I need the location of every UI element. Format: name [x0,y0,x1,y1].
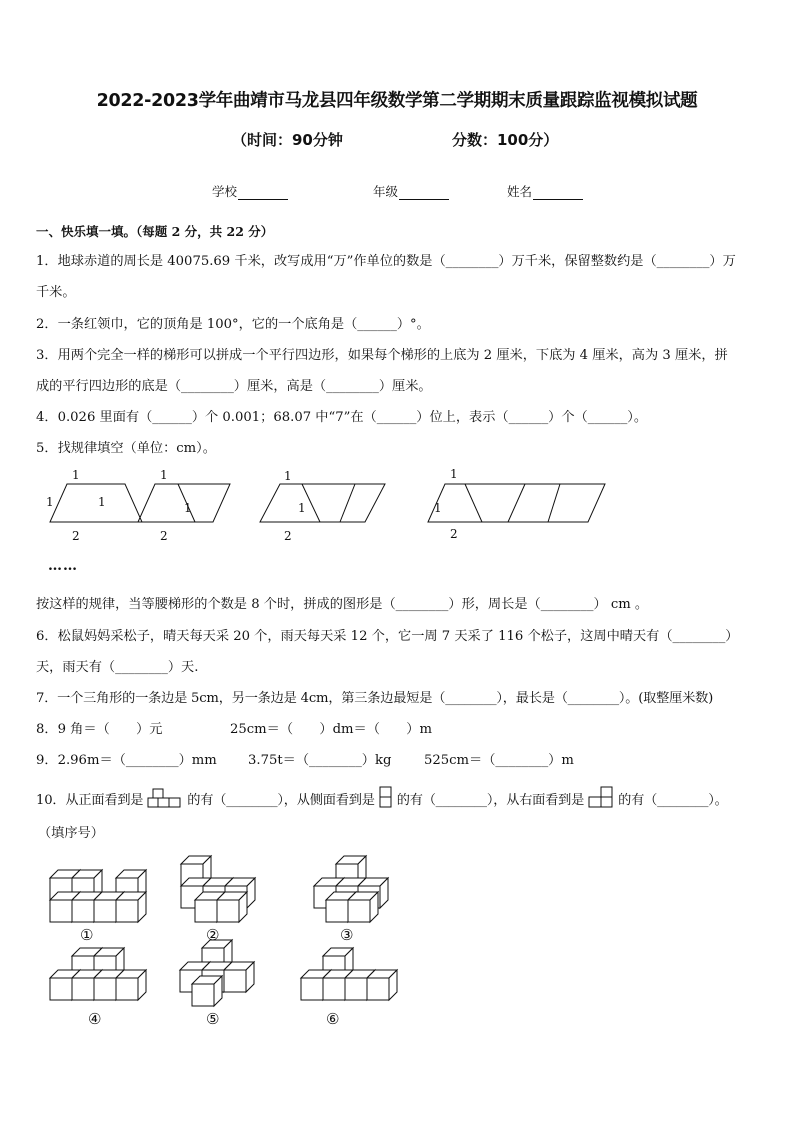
solid-label-4: ④ [88,1010,102,1028]
trapezoid-figure-1 [50,484,142,522]
question-6-line-1: 6．松鼠妈妈采松子，晴天每天采 20 个，雨天每天采 12 个，它一周 7 天采了 116 个松子，这周中晴天有（________） [36,629,739,644]
q10-part-b: 的有（________），从侧面看到是 [187,793,375,808]
solid-4 [50,948,146,1000]
side-view-icon [379,786,393,808]
school-label: 学校 [212,184,238,199]
name-blank[interactable] [533,186,583,200]
school-blank[interactable] [238,186,288,200]
fig4-left-label: 1 [434,501,442,515]
solid-6 [301,948,397,1000]
question-10-note: （填序号） [38,826,104,841]
grade-field [373,182,449,200]
q10-part-c: 的有（________），从右面看到是 [396,793,585,808]
solid-label-6: ⑥ [326,1010,340,1028]
page-title: 2022-2023学年曲靖市马龙县四年级数学第二学期期末质量跟踪监视模拟试题 [96,91,698,111]
question-6-line-2: 天，雨天有（________）天. [36,660,199,675]
grade-label: 年级 [373,184,399,199]
solid-label-1: ① [80,926,94,944]
question-9-b: 3.75t＝（________）kg [248,753,392,768]
question-7: 7．一个三角形的一条边是 5cm，另一条边是 4cm，第三条边最短是（________），最长是（________）。(取整厘米数) [36,691,714,706]
question-9-c: 525cm＝（________）m [424,753,574,768]
fig4-bottom-label: 2 [450,527,458,541]
fig1-top-label: 1 [72,468,80,482]
exam-time: （时间：90分钟 [232,131,343,149]
fig1-bottom-label: 2 [72,529,80,543]
front-view-icon [147,788,183,808]
question-4: 4．0.026 里面有（______）个 0.001；68.07 中“7”在（______）位上，表示（______）个（______）。 [36,410,648,425]
q5-trapezoid-figures [40,462,620,547]
fig3-bottom-label: 2 [284,529,292,543]
solid-label-5: ⑤ [206,1010,220,1028]
q10-part-a: 10．从正面看到是 [36,793,144,808]
question-9-a: 9．2.96m＝（________）mm [36,753,217,768]
question-8-a: 8．9 角＝（ ）元 [36,722,163,737]
solid-3 [314,856,388,922]
name-field [507,182,583,200]
grade-blank[interactable] [399,186,449,200]
question-3-line-2: 成的平行四边形的底是（________）厘米，高是（________）厘米。 [36,379,432,394]
q10-part-d: 的有（________）。 [618,793,728,808]
question-3-line-1: 3．用两个完全一样的梯形可以拼成一个平行四边形，如果每个梯形的上底为 2 厘米，下底为 4 厘米，高为 3 厘米，拼 [36,348,728,363]
fig2-bottom-label: 2 [160,529,168,543]
question-5-follow: 按这样的规律，当等腰梯形的个数是 8 个时，拼成的图形是（________）形，周长是（________） cm 。 [36,597,649,612]
right-view-icon [588,786,614,808]
fig3-mid-label: 1 [298,501,306,515]
fig1-right-label: 1 [98,495,106,509]
name-label: 姓名 [507,184,533,199]
solid-5 [180,940,254,1006]
solid-label-3: ③ [340,926,354,944]
exam-score: 分数：100分） [452,131,559,149]
fig2-mid-label: 1 [184,501,192,515]
fig1-left-label: 1 [46,495,54,509]
question-10 [36,786,728,808]
fig3-top-label: 1 [284,469,292,483]
fig2-top-label: 1 [160,468,168,482]
solid-label-2: ② [206,926,220,944]
trapezoid-figure-3 [260,484,385,522]
solid-2 [181,856,255,922]
solid-1 [50,870,146,922]
question-2: 2．一条红领巾，它的顶角是 100°，它的一个底角是（______）°。 [36,317,430,332]
question-1-line-1: 1．地球赤道的周长是 40075.69 千米，改写成用“万”作单位的数是（________）万千米，保留整数约是（________）万 [36,254,736,269]
section-1-title: 一、快乐填一填。（每题 2 分，共 22 分） [36,224,274,239]
q5-ellipsis: …… [48,558,78,574]
question-8-b: 25cm＝（ ）dm＝（ ）m [230,722,432,737]
fig4-top-label: 1 [450,467,458,481]
question-5: 5．找规律填空（单位：cm）。 [36,441,216,456]
question-1-line-2: 千米。 [36,285,76,300]
school-field [212,182,288,200]
